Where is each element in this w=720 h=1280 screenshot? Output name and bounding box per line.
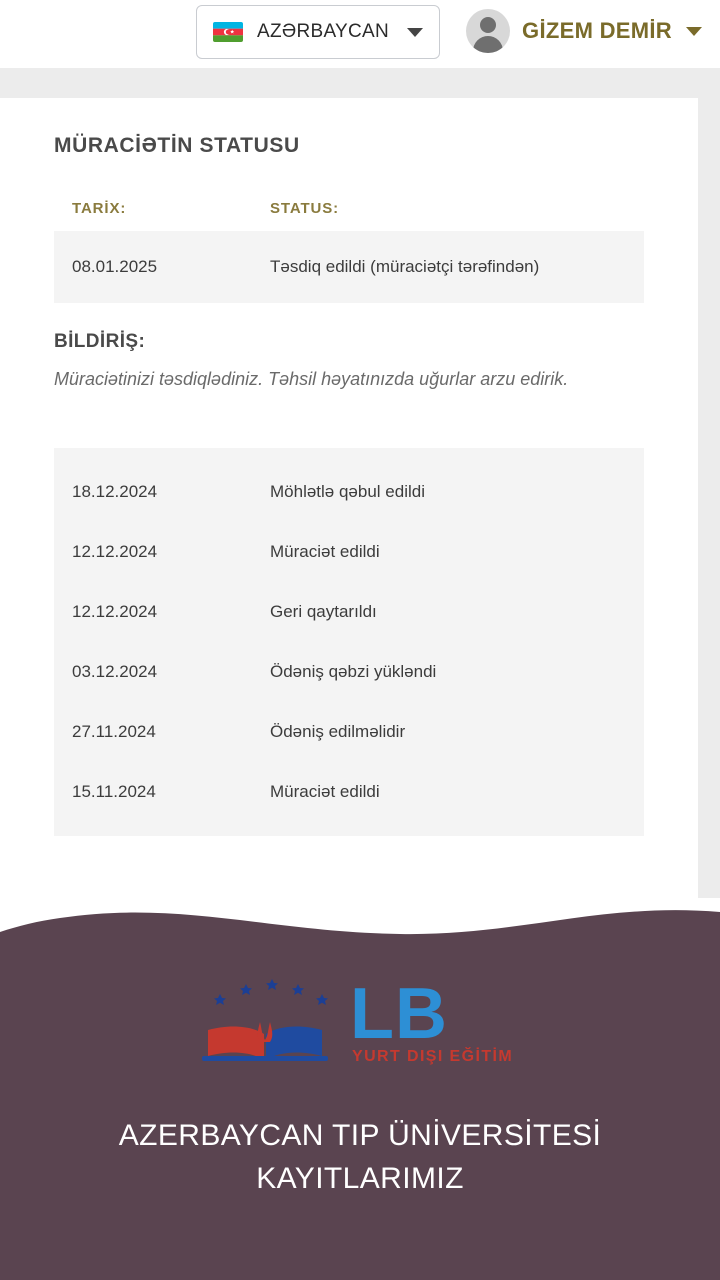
table-row	[72, 522, 626, 582]
footer-title	[0, 1115, 720, 1200]
table-row	[72, 462, 626, 522]
footer	[0, 898, 720, 1280]
column-header-date: TARİX:	[72, 200, 127, 217]
top-bar	[0, 0, 720, 68]
logo-text: LB	[350, 974, 448, 1054]
open-book-icon	[200, 1020, 330, 1066]
history-status: Müraciət edildi	[270, 782, 380, 801]
notice-text: Müraciətinizi təsdiqlədiniz. Təhsil həyatınızda uğurlar arzu edirik.	[54, 369, 569, 389]
table-row	[72, 582, 626, 642]
history-date: 15.11.2024	[72, 782, 156, 801]
table-row	[72, 642, 626, 702]
stars-icon	[208, 978, 338, 1020]
current-status-text: Təsdiq edildi (müraciətçi tərəfindən)	[270, 257, 540, 276]
current-status-date: 08.01.2025	[72, 257, 158, 276]
azerbaijan-flag-icon	[213, 22, 243, 42]
status-card	[0, 98, 698, 898]
user-menu[interactable]	[466, 9, 702, 53]
history-date: 03.12.2024	[72, 662, 158, 681]
page-background	[0, 68, 720, 898]
footer-title-line2: KAYITLARIMIZ	[256, 1161, 464, 1195]
language-label: AZƏRBAYCAN	[257, 21, 390, 42]
history-date: 18.12.2024	[72, 482, 158, 501]
history-status: Geri qaytarıldı	[270, 602, 377, 621]
history-date: 12.12.2024	[72, 542, 158, 561]
table-header	[54, 200, 644, 231]
chevron-down-icon[interactable]	[407, 28, 423, 37]
logo-subtext: YURT DIŞI EĞİTİM	[352, 1048, 514, 1065]
avatar	[466, 9, 510, 53]
table-row	[72, 702, 626, 762]
history-date: 27.11.2024	[72, 722, 156, 741]
status-history-list	[54, 448, 644, 836]
history-date: 12.12.2024	[72, 602, 158, 621]
lb-logo	[200, 976, 520, 1076]
chevron-down-icon[interactable]	[686, 27, 702, 36]
page-title: MÜRACİƏTİN STATUSU	[54, 134, 300, 157]
history-status: Möhlətlə qəbul edildi	[270, 482, 425, 501]
history-status: Ödəniş qəbzi yükləndi	[270, 662, 437, 681]
history-status: Müraciət edildi	[270, 542, 380, 561]
column-header-status: STATUS:	[270, 200, 340, 217]
current-status-row	[54, 231, 644, 303]
language-selector[interactable]	[196, 5, 440, 59]
notice-title: BİLDİRİŞ:	[54, 331, 146, 352]
user-name: GİZEM DEMİR	[522, 18, 672, 43]
table-row	[72, 762, 626, 822]
history-status: Ödəniş edilməlidir	[270, 722, 406, 741]
footer-title-line1: AZERBAYCAN TIP ÜNİVERSİTESİ	[118, 1119, 602, 1152]
